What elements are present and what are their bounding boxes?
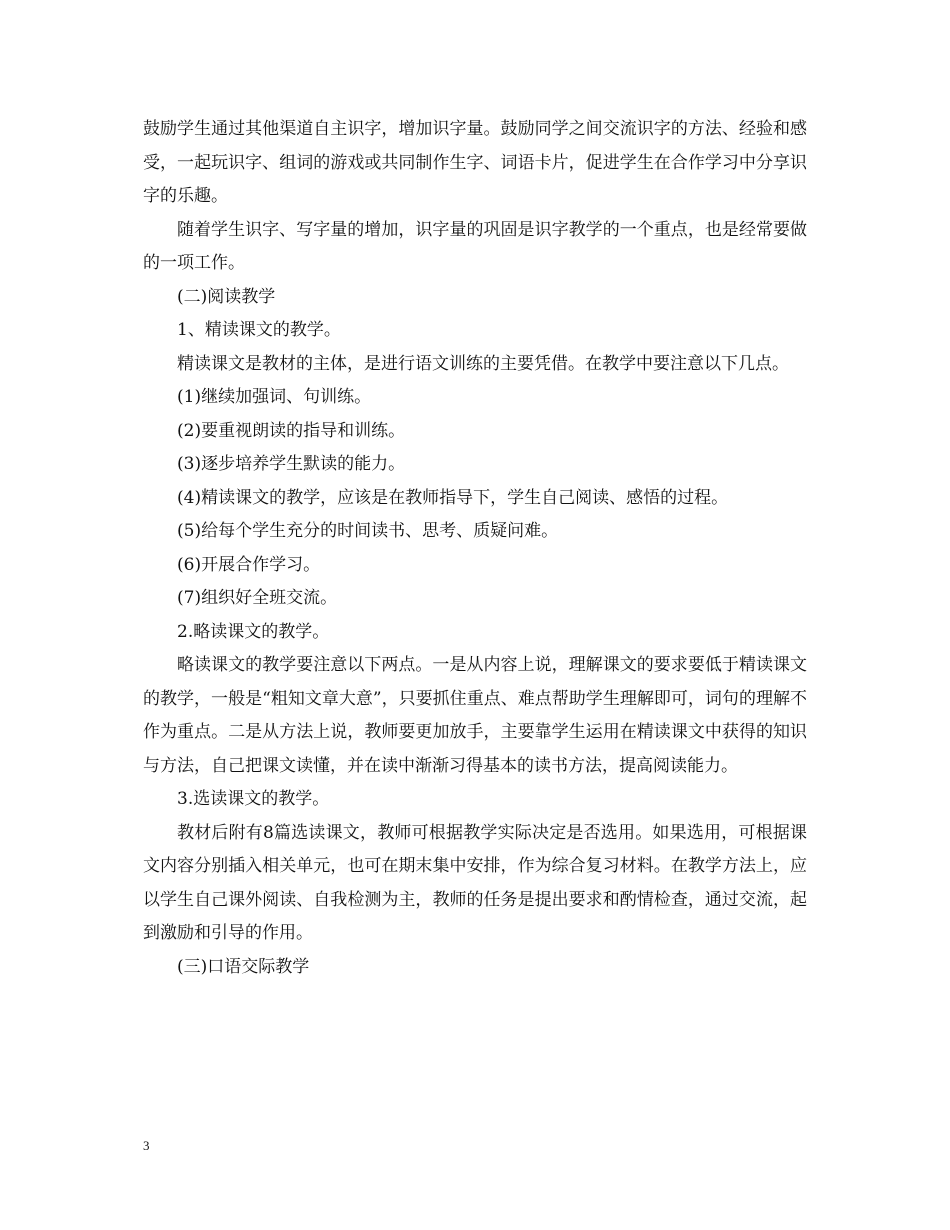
document-body [143, 113, 807, 984]
paragraph: 鼓励学生通过其他渠道自主识字，增加识字量。鼓励同学之间交流识字的方法、经验和感受，一起玩识字、组词的游戏或共同制作生字、词语卡片，促进学生在合作学习中分享识字的乐趣。 [143, 119, 807, 206]
page-number: 3 [143, 1138, 150, 1153]
list-item: (3)逐步培养学生默读的能力。 [177, 454, 406, 474]
list-item: (1)继续加强词、句训练。 [177, 387, 372, 407]
list-item: (6)开展合作学习。 [177, 554, 321, 575]
list-item: (7)组织好全班交流。 [177, 588, 338, 608]
list-item: (5)给每个学生充分的时间读书、思考、质疑问难。 [177, 521, 559, 541]
paragraph: 随着学生识字、写字量的增加，识字量的巩固是识字教学的一个重点，也是经常要做的一项工作。 [143, 219, 807, 273]
list-item: (4)精读课文的教学，应该是在教师指导下，学生自己阅读、感悟的过程。 [177, 487, 729, 508]
paragraph: 略读课文的教学要注意以下两点。一是从内容上说，理解课文的要求要低于精读课文的教学，一般是“粗知文章大意”，只要抓住重点、难点帮助学生理解即可，词句的理解不作为重点。二是从方法上说，教师要更加放手，主要靠学生运用在精读课文中获得的知识与方法，自己把课文读懂，并在读中渐渐习得基本的读书方法，提高阅读能力。 [143, 655, 807, 776]
paragraph: 教材后附有8篇选读课文，教师可根据教学实际决定是否选用。如果选用，可根据课文内容分别插入相关单元，也可在期末集中安排，作为综合复习材料。在教学方法上，应以学生自己课外阅读、自我检测为主，教师的任务是提出要求和酌情检查，通过交流，起到激励和引导的作用。 [143, 822, 807, 943]
subheading-intensive-reading: 1、精读课文的教学。 [177, 320, 341, 340]
section-heading-reading: (二)阅读教学 [177, 286, 276, 307]
list-item: (2)要重视朗读的指导和训练。 [177, 420, 406, 441]
paragraph: 精读课文是教材的主体，是进行语文训练的主要凭借。在教学中要注意以下几点。 [177, 353, 789, 374]
subheading-elective-reading: 3.选读课文的教学。 [177, 789, 330, 809]
subheading-skim-reading: 2.略读课文的教学。 [177, 621, 330, 642]
section-heading-oral-communication: (三)口语交际教学 [177, 956, 310, 977]
